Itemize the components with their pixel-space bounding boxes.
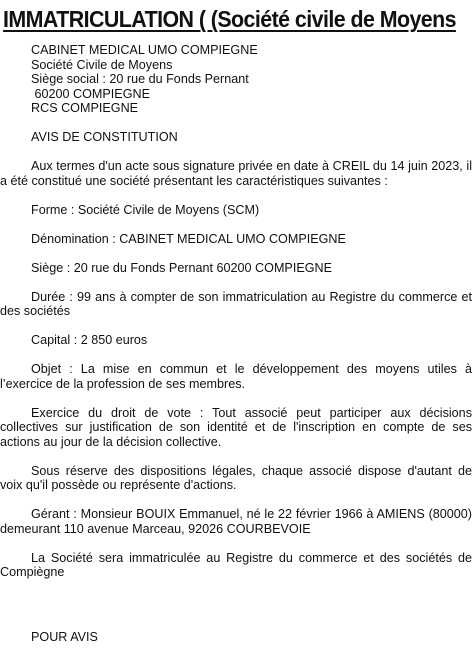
postal-city: 60200 COMPIEGNE xyxy=(31,86,150,101)
company-name: CABINET MEDICAL UMO COMPIEGNE xyxy=(31,43,258,57)
duree-field: Durée : 99 ans à compter de son immatriculation au Registre du commerce et des sociétés xyxy=(0,289,472,318)
notice-title: AVIS DE CONSTITUTION xyxy=(31,130,178,144)
capital-field: Capital : 2 850 euros xyxy=(31,333,148,347)
objet-field: Objet : La mise en commun et le développement des moyens utiles à l’exercice de la profession de ses membres. xyxy=(0,362,472,391)
registered-office: Siège social : 20 rue du Fonds Pernant xyxy=(31,72,249,86)
company-type: Société Civile de Moyens xyxy=(31,57,173,72)
closing-signature: POUR AVIS xyxy=(31,629,98,644)
forme-field: Forme : Société Civile de Moyens (SCM) xyxy=(31,202,260,217)
vote-field: Exercice du droit de vote : Tout associé peut participer aux décisions collectives sur justification de son identité et de l'inscription en compte de ses actions au jour de la décision collective. xyxy=(0,405,472,449)
siege-field: Siège : 20 rue du Fonds Pernant 60200 COMPIEGNE xyxy=(31,260,333,275)
gerant-field: Gérant : Monsieur BOUIX Emmanuel, né le 22 février 1966 à AMIENS (80000) demeurant 110 avenue Marceau, 92026 COURBEVOIE xyxy=(0,507,472,536)
notice-heading: IMMATRICULATION ( (Société civile de Moyens xyxy=(3,6,456,32)
immatriculation-paragraph: La Société sera immatriculée au Registre du commerce et des sociétés de Compiègne xyxy=(0,550,472,579)
intro-paragraph: Aux termes d'un acte sous signature privée en date à CREIL du 14 juin 2023, il a été constitué une société présentant les caractéristiques suivantes : xyxy=(0,159,472,188)
rcs-registry: RCS COMPIEGNE xyxy=(31,101,139,115)
notice-body xyxy=(0,43,473,644)
reserve-paragraph: Sous réserve des dispositions légales, chaque associé dispose d'autant de voix qu'il possède ou représente d'actions. xyxy=(0,463,472,492)
denomination-field: Dénomination : CABINET MEDICAL UMO COMPIEGNE xyxy=(31,231,346,246)
